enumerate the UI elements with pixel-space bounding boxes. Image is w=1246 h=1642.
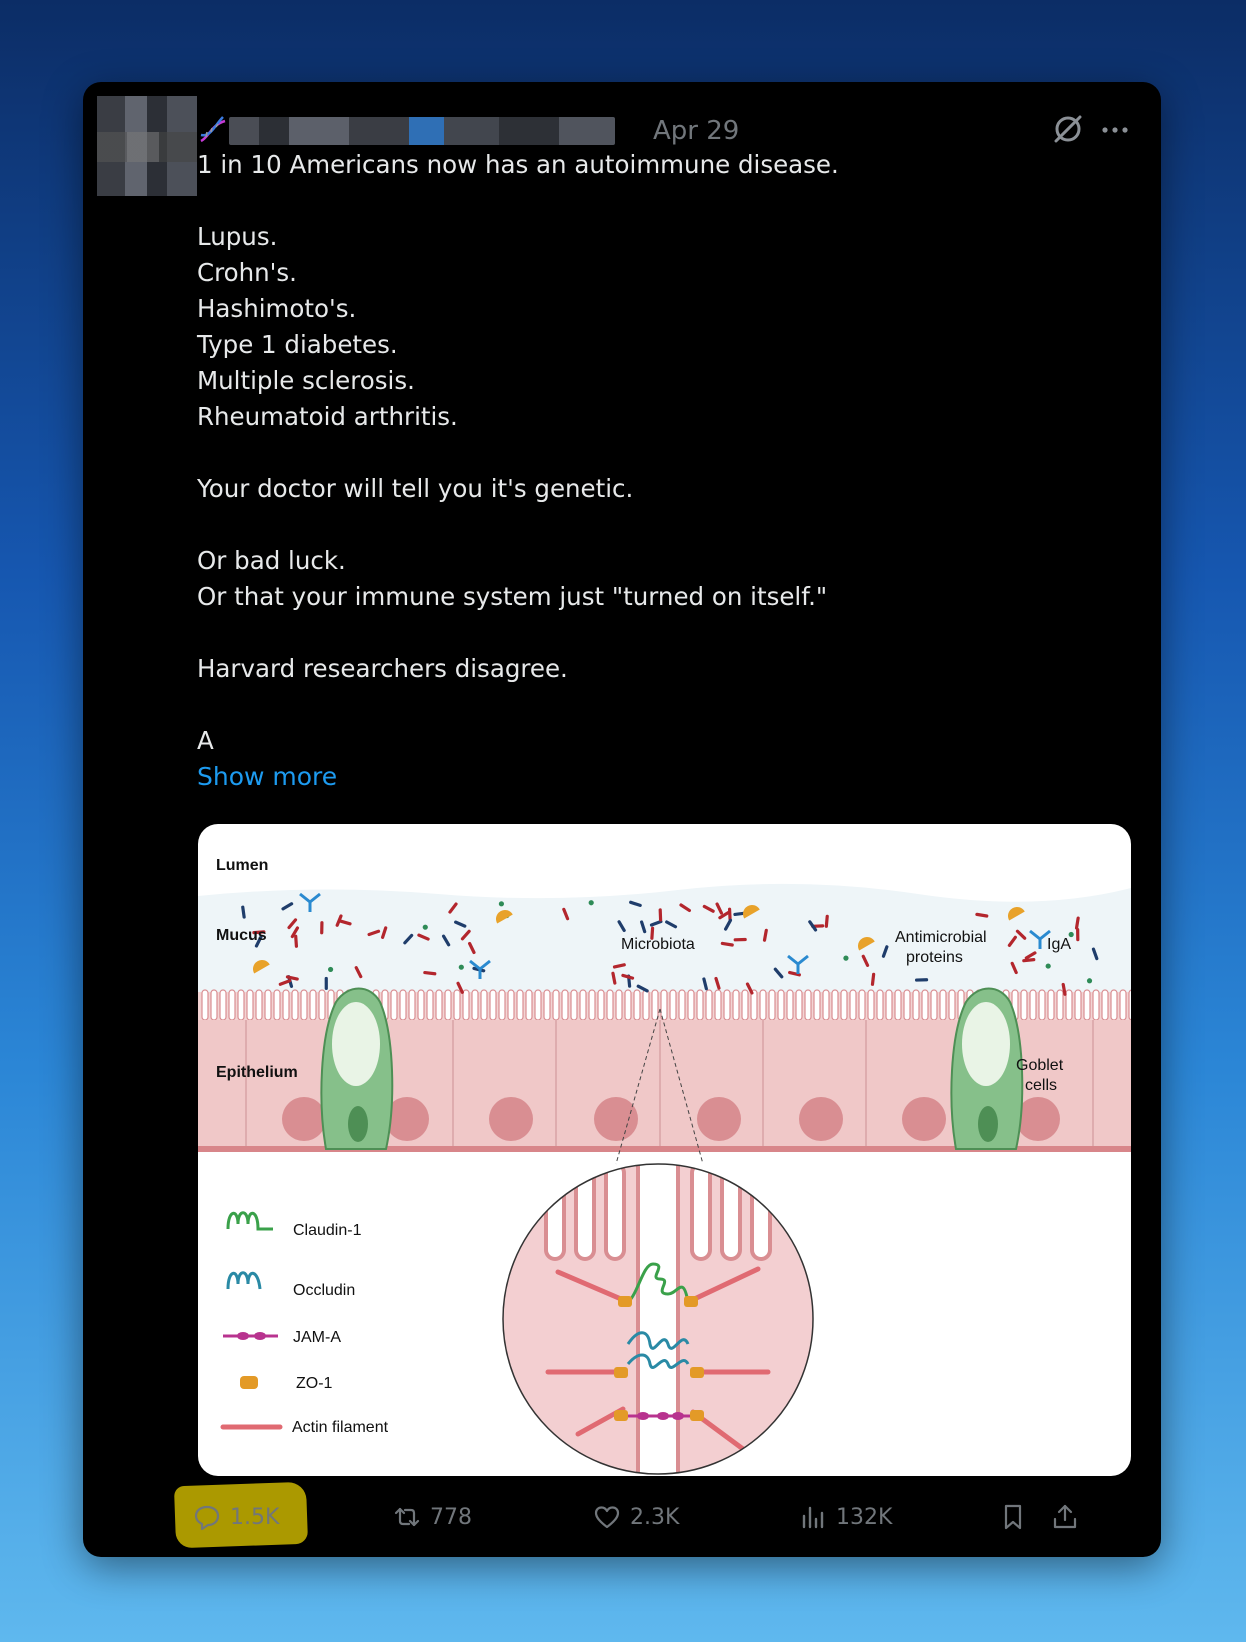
microvillus bbox=[598, 990, 604, 1020]
post-line: Or bad luck. bbox=[197, 546, 346, 575]
action-bar bbox=[178, 1492, 1148, 1542]
microbe-particle bbox=[826, 916, 827, 926]
microbe-particle bbox=[589, 900, 594, 905]
microvillus bbox=[1030, 990, 1036, 1020]
legend-zo-1: ZO-1 bbox=[296, 1375, 333, 1392]
microvillus bbox=[202, 990, 208, 1020]
microbe-particle bbox=[499, 901, 504, 906]
legend-claudin: Claudin-1 bbox=[293, 1222, 362, 1239]
microvillus bbox=[1066, 990, 1072, 1020]
post-line: 1 in 10 Americans now has an autoimmune disease. bbox=[197, 150, 839, 179]
avatar[interactable] bbox=[97, 96, 197, 196]
post-card bbox=[83, 82, 1161, 1557]
microvillus bbox=[949, 990, 955, 1020]
microvillus bbox=[859, 990, 865, 1020]
microbe-particle bbox=[287, 977, 297, 979]
claudin-legend-icon bbox=[228, 1213, 273, 1229]
microvillus bbox=[841, 990, 847, 1020]
post-line: Or that your immune system just "turned on itself." bbox=[197, 582, 828, 611]
grok-icon[interactable] bbox=[1051, 112, 1085, 146]
like-button[interactable] bbox=[592, 1492, 679, 1542]
microvillus bbox=[652, 990, 658, 1020]
microbe-particle bbox=[243, 907, 244, 917]
microvillus bbox=[274, 990, 280, 1020]
microbe-particle bbox=[328, 967, 333, 972]
post-line: A bbox=[197, 726, 214, 755]
microvillus bbox=[1084, 990, 1090, 1020]
microvillus bbox=[706, 990, 712, 1020]
jam-a-legend-icon bbox=[223, 1332, 278, 1340]
microvillus bbox=[1102, 990, 1108, 1020]
microvillus bbox=[463, 990, 469, 1020]
label-antimicrobial: Antimicrobial bbox=[895, 929, 987, 946]
repost-count: 778 bbox=[430, 1504, 472, 1530]
microvillus bbox=[211, 990, 217, 1020]
microvillus bbox=[724, 990, 730, 1020]
microvillus bbox=[580, 990, 586, 1020]
microbe-particle bbox=[872, 974, 873, 984]
microvillus bbox=[454, 990, 460, 1020]
microvillus bbox=[418, 990, 424, 1020]
microvillus bbox=[760, 990, 766, 1020]
microvillus bbox=[526, 990, 532, 1020]
post-text bbox=[197, 147, 1077, 795]
microvillus bbox=[229, 990, 235, 1020]
microvillus bbox=[904, 990, 910, 1020]
microvillus bbox=[868, 990, 874, 1020]
post-line: Harvard researchers disagree. bbox=[197, 654, 568, 683]
microvillus bbox=[742, 990, 748, 1020]
microbe-particle bbox=[613, 973, 615, 983]
microvillus bbox=[787, 990, 793, 1020]
microbe-particle bbox=[1024, 960, 1034, 961]
microvillus bbox=[589, 990, 595, 1020]
microvillus bbox=[247, 990, 253, 1020]
microvillus bbox=[553, 990, 559, 1020]
microbe-particle bbox=[425, 973, 435, 974]
microbe-particle bbox=[296, 936, 297, 946]
microbe-particle bbox=[459, 965, 464, 970]
microvillus bbox=[256, 990, 262, 1020]
microvillus bbox=[499, 990, 505, 1020]
microvillus bbox=[607, 990, 613, 1020]
post-image[interactable] bbox=[198, 824, 1131, 1476]
post-header bbox=[197, 114, 739, 148]
microvillus bbox=[481, 990, 487, 1020]
microvillus bbox=[508, 990, 514, 1020]
post-line bbox=[197, 435, 1077, 471]
microvillus bbox=[220, 990, 226, 1020]
legend-occludin: Occludin bbox=[293, 1282, 356, 1299]
legend-jam-a: JAM-A bbox=[293, 1329, 341, 1346]
gut-barrier-illustration bbox=[198, 824, 1131, 1476]
label-iga: IgA bbox=[1047, 936, 1072, 953]
microvillus bbox=[715, 990, 721, 1020]
microvillus bbox=[571, 990, 577, 1020]
bookmark-icon bbox=[998, 1502, 1028, 1532]
microvillus bbox=[472, 990, 478, 1020]
post-line: Crohn's. bbox=[197, 258, 297, 287]
like-count: 2.3K bbox=[630, 1504, 680, 1530]
post-line: Your doctor will tell you it's genetic. bbox=[197, 474, 634, 503]
heart-icon bbox=[592, 1502, 622, 1532]
microvillus bbox=[643, 990, 649, 1020]
repost-button[interactable] bbox=[392, 1492, 472, 1542]
post-line bbox=[197, 183, 1077, 219]
microvillus bbox=[1048, 990, 1054, 1020]
microvillus bbox=[1075, 990, 1081, 1020]
bookmark-button[interactable] bbox=[998, 1492, 1036, 1542]
microvillus bbox=[625, 990, 631, 1020]
label-mucus: Mucus bbox=[216, 927, 267, 944]
post-line bbox=[197, 687, 1077, 723]
repost-icon bbox=[392, 1502, 422, 1532]
microvillus bbox=[1039, 990, 1045, 1020]
microvillus bbox=[283, 990, 289, 1020]
microbe-particle bbox=[722, 943, 732, 945]
dna-icon bbox=[197, 115, 229, 147]
microvillus bbox=[310, 990, 316, 1020]
microvillus bbox=[661, 990, 667, 1020]
microvillus bbox=[895, 990, 901, 1020]
microbe-particle bbox=[765, 930, 767, 940]
reply-button[interactable] bbox=[192, 1492, 279, 1542]
microvillus bbox=[490, 990, 496, 1020]
microvillus bbox=[292, 990, 298, 1020]
microvillus bbox=[391, 990, 397, 1020]
label-cells: cells bbox=[1025, 1077, 1058, 1094]
microvillus bbox=[535, 990, 541, 1020]
share-icon bbox=[1050, 1502, 1080, 1532]
microvillus bbox=[427, 990, 433, 1020]
post-date[interactable]: Apr 29 bbox=[653, 116, 740, 146]
legend-actin: Actin filament bbox=[292, 1419, 389, 1436]
microvillus bbox=[1129, 990, 1131, 1020]
microvillus bbox=[769, 990, 775, 1020]
views-icon bbox=[798, 1502, 828, 1532]
microvillus bbox=[1093, 990, 1099, 1020]
post-line bbox=[197, 507, 1077, 543]
label-lumen: Lumen bbox=[216, 857, 269, 874]
more-options-icon[interactable] bbox=[1099, 116, 1131, 144]
post-line: Lupus. bbox=[197, 222, 278, 251]
microbe-particle bbox=[423, 925, 428, 930]
microvillus bbox=[634, 990, 640, 1020]
microbe-particle bbox=[1063, 984, 1065, 994]
microvillus bbox=[805, 990, 811, 1020]
microvillus bbox=[400, 990, 406, 1020]
microbe-particle bbox=[1046, 963, 1051, 968]
microvillus bbox=[301, 990, 307, 1020]
microvillus bbox=[832, 990, 838, 1020]
microvillus bbox=[517, 990, 523, 1020]
microvillus bbox=[940, 990, 946, 1020]
microvillus bbox=[544, 990, 550, 1020]
reply-count: 1.5K bbox=[230, 1504, 280, 1530]
microvillus bbox=[886, 990, 892, 1020]
label-microbiota: Microbiota bbox=[621, 936, 695, 953]
microvillus bbox=[823, 990, 829, 1020]
post-line: Multiple sclerosis. bbox=[197, 366, 415, 395]
microvillus bbox=[733, 990, 739, 1020]
occludin-legend-icon bbox=[228, 1273, 260, 1289]
views-button[interactable] bbox=[798, 1492, 892, 1542]
microvillus bbox=[319, 990, 325, 1020]
microbe-particle bbox=[615, 965, 625, 967]
post-line: Rheumatoid arthritis. bbox=[197, 402, 458, 431]
label-proteins-text: proteins bbox=[906, 949, 963, 966]
microvillus bbox=[778, 990, 784, 1020]
zo-1-legend-icon bbox=[240, 1376, 258, 1389]
views-count: 132K bbox=[836, 1504, 893, 1530]
microbe-particle bbox=[1077, 918, 1079, 928]
microvillus bbox=[562, 990, 568, 1020]
label-goblet: Goblet bbox=[1016, 1057, 1064, 1074]
microvillus bbox=[679, 990, 685, 1020]
microvillus bbox=[688, 990, 694, 1020]
microvillus bbox=[814, 990, 820, 1020]
microvillus bbox=[616, 990, 622, 1020]
share-button[interactable] bbox=[1050, 1492, 1088, 1542]
microvillus bbox=[796, 990, 802, 1020]
microvillus bbox=[265, 990, 271, 1020]
post-line bbox=[197, 615, 1077, 651]
post-line: Hashimoto's. bbox=[197, 294, 357, 323]
microbe-particle bbox=[977, 914, 987, 916]
label-epithelium: Epithelium bbox=[216, 1064, 298, 1081]
microvillus bbox=[931, 990, 937, 1020]
microvillus bbox=[670, 990, 676, 1020]
microvillus bbox=[913, 990, 919, 1020]
microvillus bbox=[1057, 990, 1063, 1020]
show-more-link[interactable]: Show more bbox=[197, 762, 338, 791]
microvillus bbox=[1111, 990, 1117, 1020]
microvillus bbox=[850, 990, 856, 1020]
reply-icon bbox=[192, 1502, 222, 1532]
microvillus bbox=[697, 990, 703, 1020]
microvillus bbox=[238, 990, 244, 1020]
microvillus bbox=[409, 990, 415, 1020]
microvillus bbox=[436, 990, 442, 1020]
microvillus bbox=[1120, 990, 1126, 1020]
microbe-particle bbox=[843, 956, 848, 961]
post-line: Type 1 diabetes. bbox=[197, 330, 398, 359]
microvillus bbox=[445, 990, 451, 1020]
microvillus bbox=[877, 990, 883, 1020]
microvillus bbox=[1021, 990, 1027, 1020]
author-name-redacted[interactable] bbox=[229, 117, 615, 145]
microvillus bbox=[922, 990, 928, 1020]
microbe-particle bbox=[1087, 978, 1092, 983]
